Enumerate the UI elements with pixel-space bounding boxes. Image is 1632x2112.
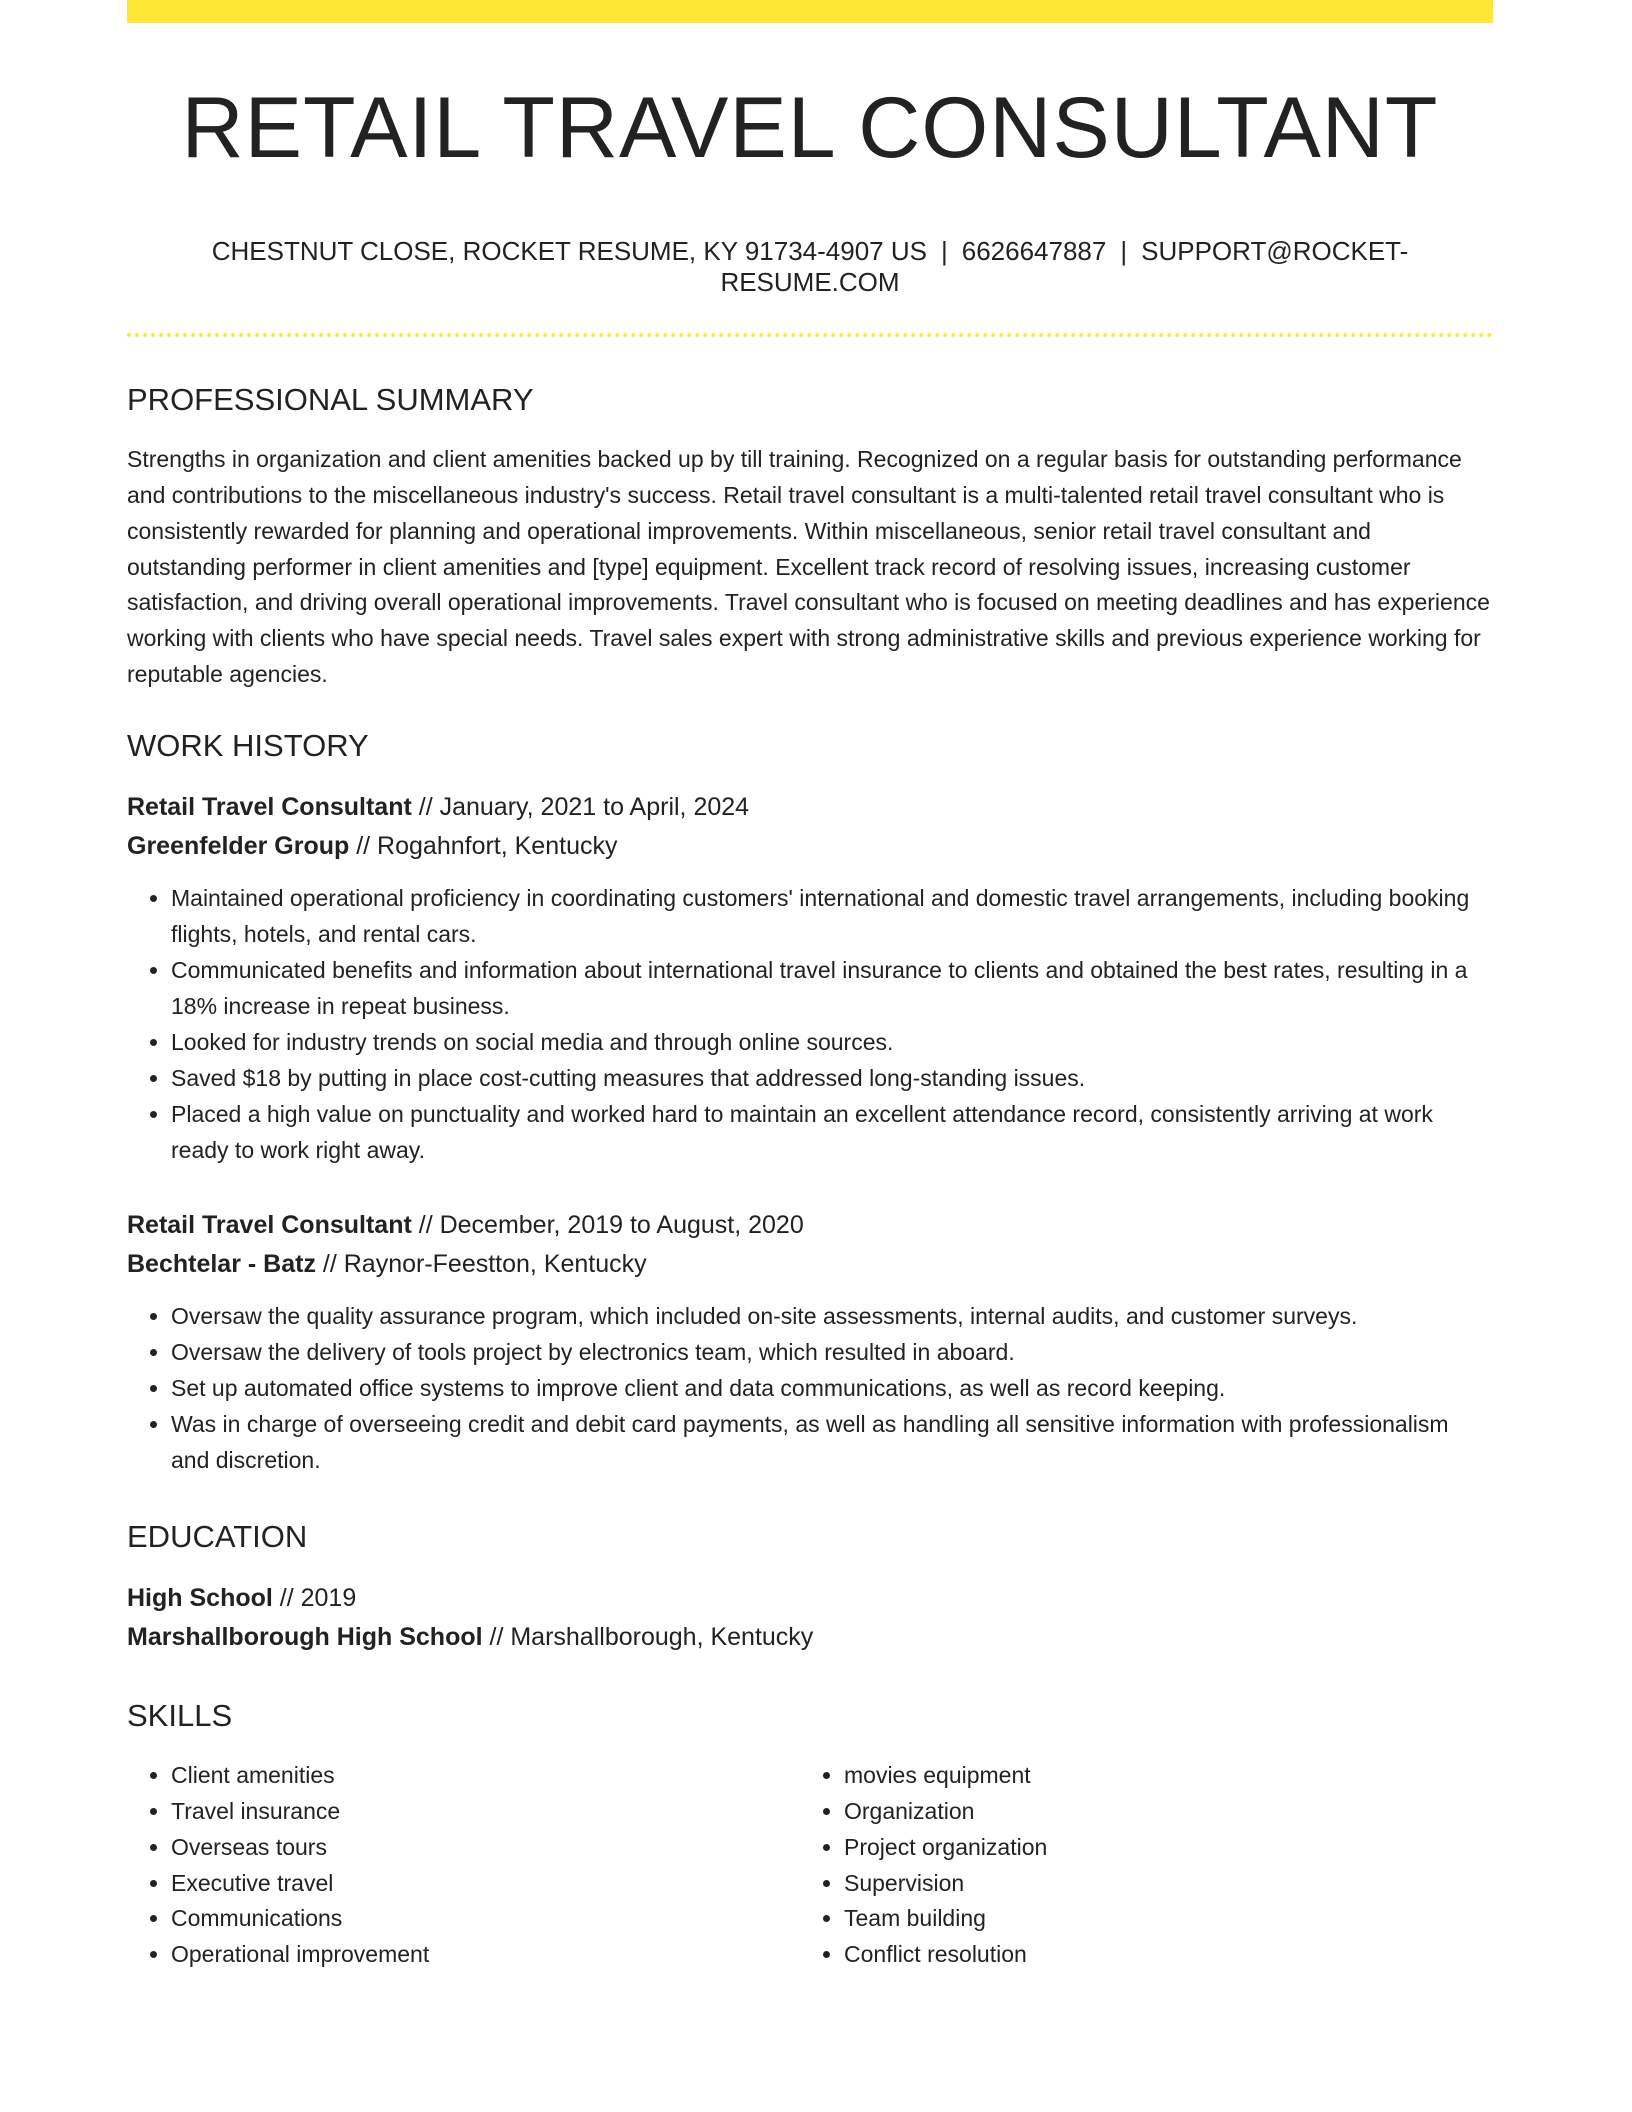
skill-item: • Team building — [844, 1901, 1473, 1937]
skill-item: • Overseas tours — [171, 1830, 800, 1866]
skill-item: • Travel insurance — [171, 1794, 800, 1830]
job-bullet: • Was in charge of overseeing credit and debit card payments, as well as handling all sensitive information with professionalism and discretion. — [171, 1406, 1493, 1478]
skill-item: • Supervision — [844, 1866, 1473, 1902]
education-entry — [127, 1579, 1493, 1657]
job-location: // Rogahnfort, Kentucky — [349, 831, 618, 860]
job-bullet: • Placed a high value on punctuality and worked hard to maintain an excellent attendance record, consistently arriving at work ready to work right away. — [171, 1096, 1493, 1168]
job-location: // Raynor-Feestton, Kentucky — [315, 1249, 647, 1278]
job-role: Retail Travel Consultant — [127, 1210, 412, 1239]
skill-item: • Communications — [171, 1901, 800, 1937]
skill-item: • Organization — [844, 1794, 1473, 1830]
job-bullet: • Looked for industry trends on social media and through online sources. — [171, 1024, 1493, 1060]
resume-page — [127, 0, 1493, 1973]
job-dates: // December, 2019 to August, 2020 — [411, 1210, 804, 1239]
education-school: Marshallborough High School — [127, 1623, 483, 1652]
skill-item: • Operational improvement — [171, 1937, 800, 1973]
education-degree: High School — [127, 1584, 273, 1613]
skill-item: • Project organization — [844, 1830, 1473, 1866]
skills-heading: SKILLS — [127, 1698, 233, 1734]
job-bullet: • Oversaw the quality assurance program, which included on-site assessments, internal audits, and customer surveys. — [171, 1298, 1493, 1334]
summary-section — [127, 381, 1493, 693]
job-dates: // January, 2021 to April, 2024 — [411, 792, 750, 821]
work-history-section — [127, 727, 1493, 1478]
skill-item: • movies equipment — [844, 1758, 1473, 1794]
skill-item: • Conflict resolution — [844, 1937, 1473, 1973]
job-role-line — [127, 1206, 1493, 1245]
summary-text: Strengths in organization and client amenities backed up by till training. Recognized on a regular basis for outstanding performance and contributions to the miscellaneous industry's success. Retail travel consultant is a multi-talented retail travel consultant who is consistently rewarded for planning and operational improvements. Within miscellaneous, senior retail travel consultant and outstanding performer in client amenities and [type] equipment. Excellent track record of resolving issues, increasing customer satisfaction, and driving overall operational improvements. Travel consultant who is focused on meeting deadlines and has experience working with clients who have special needs. Travel sales expert with strong administrative skills and previous experience working for reputable agencies. — [127, 446, 1490, 687]
job-bullet: • Oversaw the delivery of tools project by electronics team, which resulted in aboard. — [171, 1334, 1493, 1370]
contact-separator: | — [940, 235, 948, 266]
job-bullet: • Communicated benefits and information about international travel insurance to clients and obtained the best rates, resulting in a 18% increase in repeat business. — [171, 952, 1493, 1024]
education-section — [127, 1518, 1493, 1657]
job-company: Bechtelar - Batz — [127, 1249, 316, 1278]
job-bullet: • Set up automated office systems to improve client and data communications, as well as record keeping. — [171, 1370, 1493, 1406]
job-entry — [127, 788, 1493, 1168]
contact-line — [127, 236, 1493, 298]
job-role: Retail Travel Consultant — [127, 792, 412, 821]
contact-address: CHESTNUT CLOSE, ROCKET RESUME, KY 91734-4907 US — [211, 235, 927, 266]
job-role-line — [127, 788, 1493, 827]
education-school-line — [127, 1618, 1493, 1657]
education-degree-line — [127, 1579, 1493, 1618]
job-bullet: • Maintained operational proficiency in coordinating customers' international and domestic travel arrangements, including booking flights, hotels, and rental cars. — [171, 880, 1493, 952]
contact-separator: | — [1120, 235, 1128, 266]
education-year: // 2019 — [272, 1584, 357, 1613]
skill-item: • Client amenities — [171, 1758, 800, 1794]
job-company-line — [127, 827, 1493, 866]
job-company-line — [127, 1245, 1493, 1284]
education-location: // Marshallborough, Kentucky — [482, 1623, 814, 1652]
skills-columns — [127, 1758, 1493, 1973]
job-company: Greenfelder Group — [127, 831, 350, 860]
job-bullets — [127, 880, 1493, 1168]
skill-item: • Executive travel — [171, 1866, 800, 1902]
education-heading: EDUCATION — [127, 1518, 308, 1554]
summary-heading: PROFESSIONAL SUMMARY — [127, 381, 534, 417]
job-entry — [127, 1206, 1493, 1478]
job-bullets — [127, 1298, 1493, 1478]
contact-email: SUPPORT@ROCKET-RESUME.COM — [720, 235, 1409, 297]
contact-phone: 6626647887 — [961, 235, 1107, 266]
skills-section — [127, 1697, 1493, 1973]
dotted-divider — [127, 333, 1493, 337]
resume-title: RETAIL TRAVEL CONSULTANT — [181, 80, 1439, 176]
top-accent-bar — [127, 0, 1493, 23]
work-history-heading: WORK HISTORY — [127, 727, 369, 763]
job-bullet: • Saved $18 by putting in place cost-cutting measures that addressed long-standing issues. — [171, 1060, 1493, 1096]
skills-left-column — [127, 1758, 800, 1973]
skills-right-column — [800, 1758, 1473, 1973]
